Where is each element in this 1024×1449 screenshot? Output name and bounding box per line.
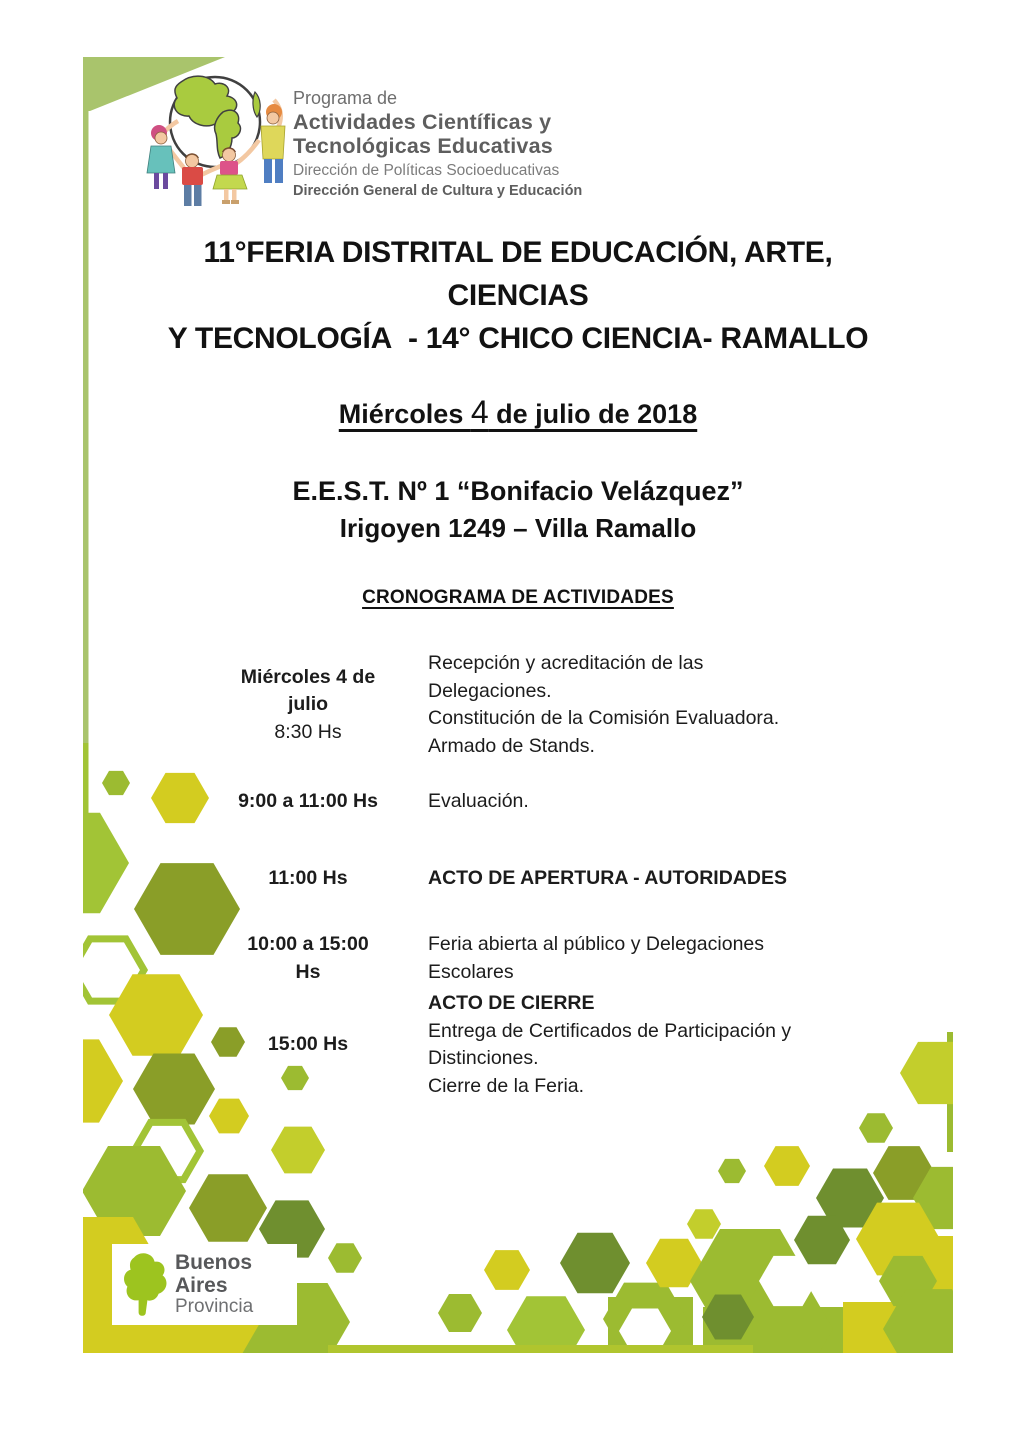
schedule-time-line: 8:30 Hs — [274, 720, 342, 743]
page-title — [83, 231, 953, 360]
date-prefix: Miércoles — [338, 399, 471, 429]
buenos-aires-logo — [112, 1244, 297, 1325]
hexagon — [687, 1209, 721, 1238]
hexagon — [507, 1296, 585, 1353]
schedule-description-line: Constitución de la Comisión Evaluadora. — [428, 707, 780, 729]
program-line-1: Programa de — [293, 88, 398, 108]
schedule-description-line: Distinciones. — [428, 1047, 539, 1069]
schedule-time — [233, 931, 383, 986]
schedule-rows — [233, 650, 813, 1100]
schedule-description — [428, 865, 813, 893]
schedule-description-line: Escolares — [428, 960, 514, 983]
schedule-row — [233, 788, 813, 816]
schedule-heading: CRONOGRAMA DE ACTIVIDADES — [362, 587, 674, 608]
schedule-time-line: 9:00 a 11:00 Hs — [238, 790, 378, 812]
schedule-description-line: Cierre de la Feria. — [428, 1074, 585, 1097]
hexagon — [328, 1243, 362, 1272]
venue-line-2: Irigoyen 1249 – Villa Ramallo — [339, 513, 697, 543]
buenos-aires-province-icon — [121, 1249, 169, 1321]
hexagon — [133, 1053, 215, 1124]
schedule-row — [233, 865, 813, 893]
title-line-3: Y TECNOLOGÍA - 14° CHICO CIENCIA- RAMALLO — [167, 322, 869, 355]
event-venue — [83, 473, 953, 547]
hexagon — [209, 1099, 249, 1134]
hexagon — [859, 1113, 893, 1142]
hexagon — [484, 1250, 530, 1290]
program-logo-text — [293, 88, 582, 199]
ba-logo-line-2: Provincia — [175, 1295, 254, 1317]
title-line-2: CIENCIAS — [447, 279, 589, 312]
hexagon — [83, 1039, 123, 1122]
schedule-description-line: ACTO DE APERTURA - AUTORIDADES — [428, 866, 787, 889]
schedule-description — [428, 931, 813, 986]
schedule-time — [233, 664, 383, 747]
hexagon — [151, 773, 209, 823]
date-day: 4 — [470, 394, 489, 430]
schedule-time-line: 10:00 a 15:00 Hs — [247, 933, 369, 983]
schedule-row — [233, 931, 813, 986]
schedule-description — [428, 788, 813, 816]
hexagon — [134, 863, 240, 955]
schedule-time — [233, 788, 383, 816]
schedule-time — [233, 1031, 383, 1059]
program-line-4: Dirección de Políticas Socioeducativas — [293, 162, 560, 180]
schedule-row — [233, 650, 813, 760]
program-line-2: Actividades Científicas y — [293, 110, 552, 135]
schedule-description-line: Recepción y acreditación de las — [428, 652, 704, 674]
hexagon — [102, 771, 130, 795]
hexagon — [83, 813, 129, 913]
schedule-time-line: 11:00 Hs — [268, 866, 348, 889]
hexagon — [718, 1159, 746, 1183]
hexagon — [438, 1294, 482, 1332]
schedule-time — [233, 865, 383, 893]
hexagon — [900, 1042, 953, 1104]
schedule-description-line: Delegaciones. — [428, 679, 552, 702]
globe-kids-logo — [143, 70, 301, 226]
program-line-3: Tecnológicas Educativas — [293, 134, 553, 159]
schedule-description — [428, 990, 813, 1100]
date-suffix: de julio de 2018 — [488, 399, 698, 429]
schedule-time-line: Miércoles 4 de julio — [240, 665, 376, 716]
ba-logo-line-1: Buenos Aires — [175, 1251, 253, 1297]
hexagon — [271, 1127, 325, 1174]
schedule-row — [233, 990, 813, 1100]
schedule-description-line: ACTO DE CIERRE — [428, 992, 595, 1014]
schedule-description — [428, 650, 813, 760]
decoration-strip — [328, 1345, 753, 1353]
venue-line-1: E.E.S.T. Nº 1 “Bonifacio Velázquez” — [292, 476, 744, 506]
schedule-description-line: Evaluación. — [428, 790, 529, 812]
schedule-description-line: Feria abierta al público y Delegaciones — [428, 933, 765, 955]
hexagon — [560, 1233, 630, 1294]
schedule-description-line: Armado de Stands. — [428, 734, 595, 757]
title-line-1: 11°FERIA DISTRITAL DE EDUCACIÓN, ARTE, — [203, 236, 833, 269]
hexagon — [189, 1174, 267, 1242]
schedule-description-line: Entrega de Certificados de Participación y — [428, 1019, 792, 1042]
event-date — [83, 394, 953, 431]
schedule-time-line: 15:00 Hs — [267, 1033, 349, 1056]
hexagon — [764, 1146, 810, 1186]
program-line-5: Dirección General de Cultura y Educación — [293, 182, 583, 199]
